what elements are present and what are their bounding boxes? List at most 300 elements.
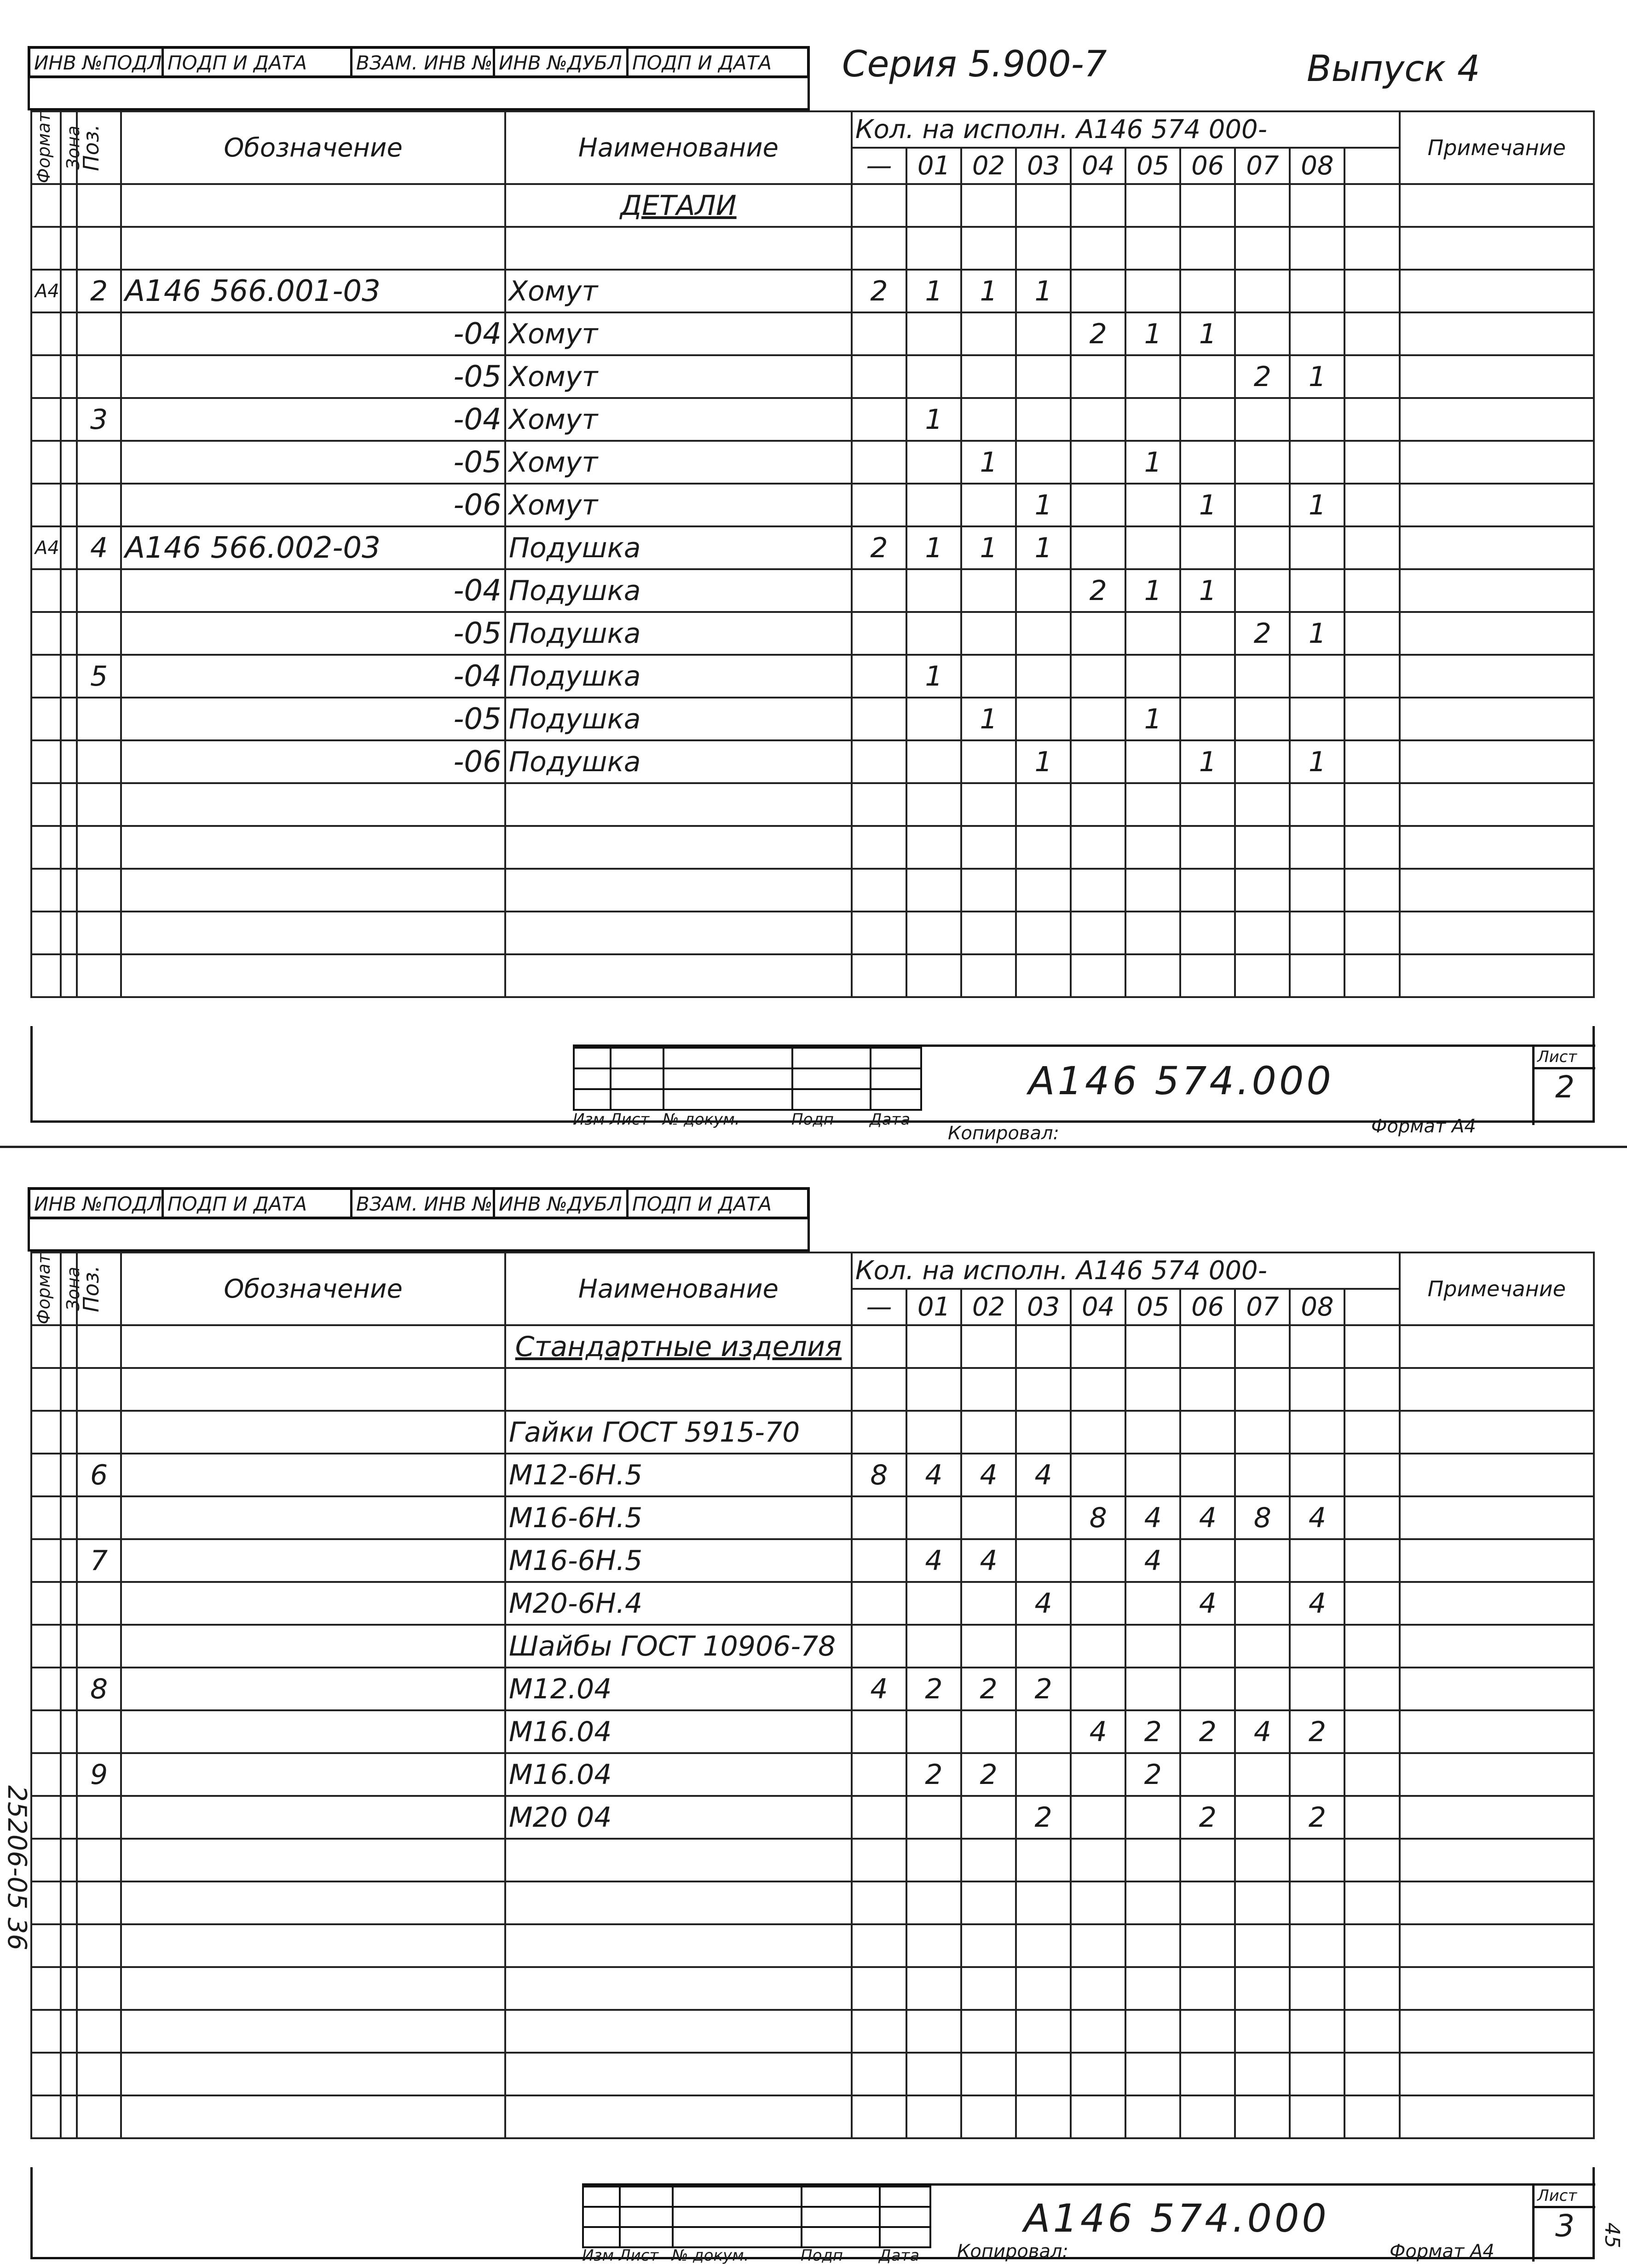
designation-cell: -04 [121, 655, 505, 698]
name-cell [505, 2095, 852, 2138]
table-row [31, 569, 1594, 612]
name-cell: М16-6Н.5 [505, 1539, 852, 1582]
qty-cell [1344, 1668, 1399, 1710]
qty-cell [1071, 698, 1125, 740]
qty-cell [852, 698, 906, 740]
qty-cell [961, 1924, 1016, 1967]
qty-cell [1344, 270, 1399, 312]
page-separator [0, 1146, 1627, 1148]
qty-cell [1016, 1368, 1071, 1411]
note-cell [1400, 1753, 1594, 1796]
name-cell: М12-6Н.5 [505, 1454, 852, 1496]
qty-cell: 4 [1016, 1582, 1071, 1625]
position-cell [77, 1625, 121, 1668]
qty-cell: 4 [1290, 1496, 1344, 1539]
qty-cell: 4 [906, 1454, 961, 1496]
qty-cell [1180, 1967, 1235, 2010]
format-cell [31, 2095, 61, 2138]
qty-cell [1071, 398, 1125, 441]
qty-cell [1344, 1368, 1399, 1411]
qty-col-header: 06 [1180, 148, 1235, 184]
name-cell [505, 1881, 852, 1924]
zone-cell [61, 1710, 77, 1753]
zone-cell [61, 1411, 77, 1454]
qty-cell [1071, 355, 1125, 398]
qty-cell [1344, 826, 1399, 869]
position-cell [77, 1924, 121, 1967]
qty-cell [1071, 2010, 1125, 2053]
zone-cell [61, 1582, 77, 1625]
note-cell [1400, 1625, 1594, 1668]
note-cell [1400, 1496, 1594, 1539]
qty-cell [1180, 270, 1235, 312]
qty-cell [852, 826, 906, 869]
copied-label: Копировал: [948, 1123, 1060, 1144]
qty-cell [906, 1967, 961, 2010]
note-cell [1400, 484, 1594, 526]
table-row [31, 355, 1594, 398]
qty-cell [1235, 227, 1290, 270]
qty-cell: 1 [1125, 441, 1180, 484]
qty-cell [1344, 2095, 1399, 2138]
note-cell [1400, 1839, 1594, 1881]
name-cell: М16-6Н.5 [505, 1496, 852, 1539]
zone-cell [61, 1753, 77, 1796]
qty-cell [1290, 1839, 1344, 1881]
format-cell [31, 2053, 61, 2095]
qty-cell: 2 [852, 526, 906, 569]
qty-cell: 4 [1125, 1539, 1180, 1582]
qty-cell [906, 1839, 961, 1881]
designation-cell [121, 1839, 505, 1881]
qty-cell: 1 [1016, 270, 1071, 312]
table-row [31, 1454, 1594, 1496]
zone-cell [61, 1924, 77, 1967]
qty-cell [1016, 1625, 1071, 1668]
qty-cell [852, 655, 906, 698]
approval-strip-2 [28, 1187, 810, 1219]
name-cell [505, 826, 852, 869]
position-cell [77, 2095, 121, 2138]
qty-cell: 2 [1125, 1753, 1180, 1796]
format-cell [31, 1539, 61, 1582]
qty-cell [1235, 655, 1290, 698]
qty-cell [852, 1411, 906, 1454]
qty-cell: 2 [1071, 312, 1125, 355]
qty-cell: 1 [906, 526, 961, 569]
qty-cell [1235, 1967, 1290, 2010]
qty-cell [852, 1582, 906, 1625]
note-cell [1400, 1582, 1594, 1625]
qty-cell [1235, 441, 1290, 484]
zone-cell [61, 1496, 77, 1539]
qty-cell [1071, 184, 1125, 227]
table-row [31, 2010, 1594, 2053]
qty-cell [1235, 783, 1290, 826]
qty-cell [1180, 1625, 1235, 1668]
col-designation: Обозначение [121, 111, 505, 184]
qty-cell [1290, 869, 1344, 912]
qty-cell [1071, 1411, 1125, 1454]
zone-cell [61, 2010, 77, 2053]
qty-cell [1125, 1454, 1180, 1496]
qty-col-header [1344, 148, 1399, 184]
qty-cell [1235, 1796, 1290, 1839]
qty-cell: 1 [1016, 740, 1071, 783]
designation-cell [121, 1668, 505, 1710]
note-cell [1400, 1924, 1594, 1967]
designation-cell [121, 912, 505, 954]
qty-cell [1235, 740, 1290, 783]
qty-cell: 1 [961, 698, 1016, 740]
qty-cell [1344, 1881, 1399, 1924]
format-cell [31, 1411, 61, 1454]
qty-cell [961, 2010, 1016, 2053]
qty-cell: 1 [1180, 740, 1235, 783]
change-labels-2: Изм Лист № докум. Подп Дата [582, 2246, 920, 2265]
qty-col-header: 02 [961, 148, 1016, 184]
table-row [31, 1411, 1594, 1454]
zone-cell [61, 1539, 77, 1582]
qty-cell [1071, 869, 1125, 912]
position-cell [77, 1496, 121, 1539]
qty-cell: 2 [1016, 1668, 1071, 1710]
qty-cell [961, 826, 1016, 869]
strip-label: ИНВ №ПОДЛ [30, 49, 164, 75]
qty-cell [1180, 1454, 1235, 1496]
qty-col-header: 05 [1125, 1289, 1180, 1325]
zone-cell [61, 484, 77, 526]
qty-cell [1290, 441, 1344, 484]
qty-cell [1290, 1625, 1344, 1668]
designation-cell [121, 1496, 505, 1539]
table-row [31, 783, 1594, 826]
qty-cell [852, 355, 906, 398]
qty-cell [906, 1924, 961, 1967]
qty-cell [1344, 869, 1399, 912]
name-cell [505, 227, 852, 270]
qty-col-header: 02 [961, 1289, 1016, 1325]
note-cell [1400, 441, 1594, 484]
qty-cell [1235, 312, 1290, 355]
qty-cell [1125, 2053, 1180, 2095]
qty-cell [961, 484, 1016, 526]
qty-cell [1290, 1539, 1344, 1582]
qty-cell: 1 [1290, 612, 1344, 655]
designation-cell [121, 1539, 505, 1582]
qty-cell [1016, 826, 1071, 869]
qty-cell: 1 [906, 270, 961, 312]
qty-cell [852, 2053, 906, 2095]
change-labels-1: Изм Лист № докум. Подп Дата [573, 1110, 911, 1129]
qty-cell [1016, 569, 1071, 612]
table-row [31, 398, 1594, 441]
qty-cell [1235, 484, 1290, 526]
designation-cell [121, 2053, 505, 2095]
qty-cell [906, 1368, 961, 1411]
qty-cell [1125, 912, 1180, 954]
qty-cell [1290, 526, 1344, 569]
qty-cell [961, 2095, 1016, 2138]
zone-cell [61, 783, 77, 826]
format-cell [31, 655, 61, 698]
zone-cell [61, 612, 77, 655]
table-row [31, 1582, 1594, 1625]
zone-cell [61, 441, 77, 484]
designation-cell [121, 1924, 505, 1967]
note-cell [1400, 1710, 1594, 1753]
qty-cell [961, 184, 1016, 227]
qty-cell [852, 398, 906, 441]
qty-cell [1071, 1625, 1125, 1668]
position-cell [77, 1796, 121, 1839]
table-row [31, 227, 1594, 270]
qty-cell [961, 954, 1016, 997]
qty-cell [961, 612, 1016, 655]
qty-cell [852, 954, 906, 997]
note-cell [1400, 312, 1594, 355]
position-cell [77, 869, 121, 912]
qty-cell: 4 [906, 1539, 961, 1582]
col-designation: Обозначение [121, 1252, 505, 1325]
qty-cell [961, 1839, 1016, 1881]
zone-cell [61, 869, 77, 912]
qty-col-header: 03 [1016, 1289, 1071, 1325]
table-row [31, 1753, 1594, 1796]
qty-cell [961, 1368, 1016, 1411]
qty-cell [961, 1496, 1016, 1539]
qty-cell [961, 655, 1016, 698]
position-cell: 7 [77, 1539, 121, 1582]
qty-cell [906, 1625, 961, 1668]
note-cell [1400, 869, 1594, 912]
qty-cell [1235, 826, 1290, 869]
qty-cell [1344, 1967, 1399, 2010]
position-cell [77, 312, 121, 355]
qty-cell: 1 [906, 655, 961, 698]
qty-cell [1071, 1368, 1125, 1411]
designation-cell [121, 2010, 505, 2053]
table-row [31, 2053, 1594, 2095]
qty-cell [1180, 1881, 1235, 1924]
zone-cell [61, 1839, 77, 1881]
position-cell [77, 355, 121, 398]
qty-cell [1016, 1924, 1071, 1967]
qty-cell [1071, 783, 1125, 826]
table-row [31, 1924, 1594, 1967]
name-cell: Гайки ГОСТ 5915-70 [505, 1411, 852, 1454]
qty-cell [1180, 1368, 1235, 1411]
spec-table-2 [30, 1252, 1595, 2139]
spec-table-1 [30, 110, 1595, 998]
format-cell [31, 1454, 61, 1496]
table-row [31, 526, 1594, 569]
designation-cell: -05 [121, 441, 505, 484]
note-cell [1400, 1881, 1594, 1924]
qty-cell [961, 740, 1016, 783]
qty-cell [852, 1625, 906, 1668]
format-cell [31, 484, 61, 526]
qty-cell [1071, 270, 1125, 312]
qty-cell [1071, 1924, 1125, 1967]
format-cell [31, 869, 61, 912]
table-row [31, 312, 1594, 355]
qty-cell [852, 484, 906, 526]
designation-cell: -04 [121, 312, 505, 355]
note-cell [1400, 783, 1594, 826]
qty-cell [1180, 826, 1235, 869]
table-row [31, 612, 1594, 655]
qty-cell [1180, 1325, 1235, 1368]
qty-cell [1180, 2010, 1235, 2053]
format-cell [31, 441, 61, 484]
qty-cell [1125, 1924, 1180, 1967]
qty-cell [906, 612, 961, 655]
format-cell [31, 1582, 61, 1625]
qty-cell [906, 1496, 961, 1539]
qty-cell [1344, 398, 1399, 441]
note-cell [1400, 1411, 1594, 1454]
qty-cell [1344, 227, 1399, 270]
designation-cell [121, 1411, 505, 1454]
qty-cell [1016, 1539, 1071, 1582]
table-row [31, 1796, 1594, 1839]
qty-cell [1290, 1967, 1344, 2010]
qty-cell [1180, 1539, 1235, 1582]
format-cell [31, 612, 61, 655]
designation-cell: -05 [121, 355, 505, 398]
qty-col-header [1344, 1289, 1399, 1325]
name-cell [505, 1839, 852, 1881]
qty-cell [1071, 1839, 1125, 1881]
qty-cell [1016, 612, 1071, 655]
qty-cell: 4 [1180, 1496, 1235, 1539]
qty-cell [906, 1881, 961, 1924]
qty-cell: 4 [1071, 1710, 1125, 1753]
note-cell [1400, 569, 1594, 612]
qty-cell [1125, 270, 1180, 312]
qty-cell: 1 [1290, 355, 1344, 398]
qty-col-header: — [852, 1289, 906, 1325]
position-cell [77, 1710, 121, 1753]
sheet-number-box [1532, 2186, 1595, 2262]
qty-cell [1016, 2095, 1071, 2138]
qty-cell [1125, 1368, 1180, 1411]
qty-cell [1071, 1668, 1125, 1710]
designation-cell [121, 1881, 505, 1924]
designation-cell: -05 [121, 698, 505, 740]
qty-cell [1071, 1881, 1125, 1924]
name-cell: Хомут [505, 398, 852, 441]
col-format: Формат [31, 111, 61, 184]
note-cell [1400, 912, 1594, 954]
table-row [31, 2095, 1594, 2138]
qty-cell [1180, 1668, 1235, 1710]
qty-cell [1016, 1496, 1071, 1539]
zone-cell [61, 912, 77, 954]
qty-cell [1071, 954, 1125, 997]
position-cell [77, 569, 121, 612]
qty-cell [906, 912, 961, 954]
qty-cell [1344, 698, 1399, 740]
qty-cell: 2 [1290, 1796, 1344, 1839]
designation-cell [121, 1582, 505, 1625]
qty-col-header: 06 [1180, 1289, 1235, 1325]
qty-cell [1344, 355, 1399, 398]
zone-cell [61, 954, 77, 997]
qty-cell [1235, 2053, 1290, 2095]
qty-cell [1344, 184, 1399, 227]
strip-label: ИНВ №ПОДЛ [30, 1190, 164, 1217]
table-row [31, 1368, 1594, 1411]
note-cell [1400, 227, 1594, 270]
table-row [31, 826, 1594, 869]
strip-label: ИНВ №ДУБЛ [495, 49, 629, 75]
qty-col-header: — [852, 148, 906, 184]
qty-cell [1235, 1582, 1290, 1625]
strip-label: ПОДП И ДАТА [164, 49, 352, 75]
qty-cell [852, 869, 906, 912]
qty-cell [1125, 2095, 1180, 2138]
qty-cell [852, 912, 906, 954]
qty-cell [961, 783, 1016, 826]
note-cell [1400, 954, 1594, 997]
qty-cell [1016, 783, 1071, 826]
qty-cell [961, 1796, 1016, 1839]
position-cell [77, 698, 121, 740]
designation-cell [121, 1710, 505, 1753]
qty-cell: 2 [906, 1668, 961, 1710]
qty-cell [1344, 1839, 1399, 1881]
qty-cell [906, 826, 961, 869]
qty-cell [1016, 398, 1071, 441]
qty-cell [1344, 441, 1399, 484]
table-row [31, 1710, 1594, 1753]
qty-cell: 4 [1290, 1582, 1344, 1625]
position-cell [77, 184, 121, 227]
qty-cell [1180, 355, 1235, 398]
note-cell [1400, 2053, 1594, 2095]
qty-cell [1016, 655, 1071, 698]
name-cell: Хомут [505, 441, 852, 484]
qty-cell [1344, 526, 1399, 569]
qty-cell [1344, 1582, 1399, 1625]
name-cell: ДЕТАЛИ [505, 184, 852, 227]
qty-cell [1235, 954, 1290, 997]
qty-cell [1180, 612, 1235, 655]
qty-cell [1125, 612, 1180, 655]
position-cell [77, 227, 121, 270]
name-cell: Стандартные изделия [505, 1325, 852, 1368]
qty-cell: 4 [1125, 1496, 1180, 1539]
qty-cell [1344, 1625, 1399, 1668]
zone-cell [61, 740, 77, 783]
format-cell [31, 783, 61, 826]
note-cell [1400, 826, 1594, 869]
zone-cell [61, 1454, 77, 1496]
sheet-number: 2 [1555, 1069, 1575, 1105]
name-cell [505, 1967, 852, 2010]
qty-cell [1180, 526, 1235, 569]
qty-cell: 1 [1125, 312, 1180, 355]
qty-cell [906, 2095, 961, 2138]
qty-cell [852, 1924, 906, 1967]
qty-cell [1180, 655, 1235, 698]
sheet-number: 3 [1555, 2208, 1575, 2244]
qty-cell [1180, 783, 1235, 826]
qty-cell [906, 2053, 961, 2095]
qty-cell: 8 [1235, 1496, 1290, 1539]
